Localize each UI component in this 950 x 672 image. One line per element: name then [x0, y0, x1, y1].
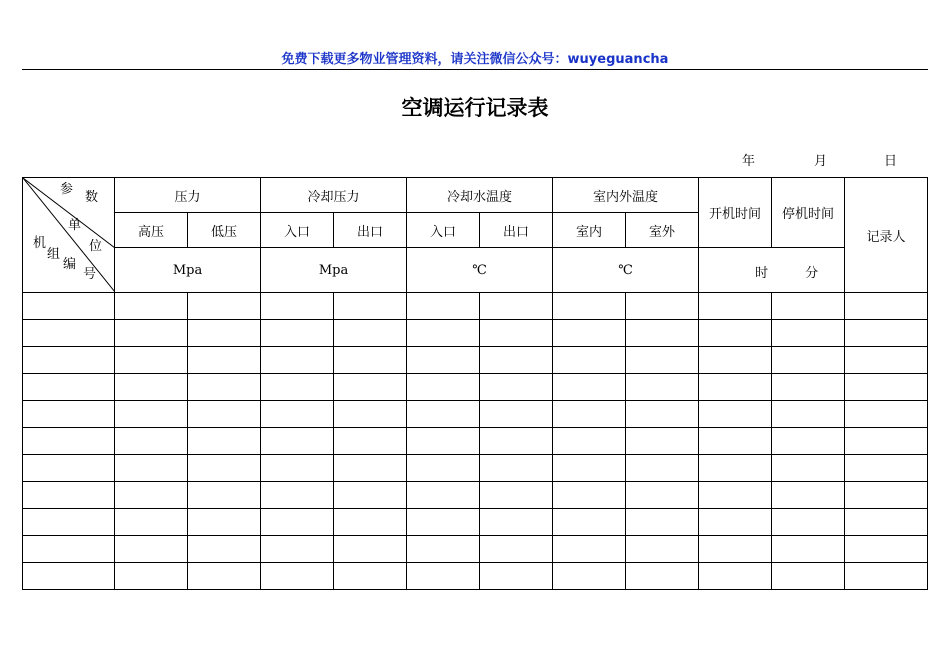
record-cell[interactable] — [188, 455, 261, 482]
table-row — [23, 401, 928, 428]
table-row — [23, 293, 928, 320]
indoor-outdoor-temp-unit: ℃ — [553, 248, 699, 293]
record-cell[interactable] — [188, 509, 261, 536]
table-row — [23, 320, 928, 347]
record-cell[interactable] — [845, 509, 928, 536]
record-cell[interactable] — [626, 563, 699, 590]
record-cell[interactable] — [553, 347, 626, 374]
unit-number-cell[interactable] — [23, 320, 115, 347]
record-cell[interactable] — [699, 482, 772, 509]
record-cell[interactable] — [407, 509, 480, 536]
pressure-header: 压力 — [115, 178, 261, 213]
time-unit-hour: 时 — [755, 266, 769, 281]
record-cell[interactable] — [261, 536, 334, 563]
date-day-label: 日 — [884, 154, 898, 169]
record-cell[interactable] — [480, 320, 553, 347]
record-cell[interactable] — [553, 401, 626, 428]
record-cell[interactable] — [188, 347, 261, 374]
record-cell[interactable] — [334, 293, 407, 320]
record-cell[interactable] — [115, 509, 188, 536]
record-cell[interactable] — [480, 563, 553, 590]
record-cell[interactable] — [480, 401, 553, 428]
record-cell[interactable] — [261, 509, 334, 536]
corner-unit-no-char-2: 组 — [47, 247, 61, 262]
table-row — [23, 482, 928, 509]
record-cell[interactable] — [334, 455, 407, 482]
record-cell[interactable] — [626, 428, 699, 455]
record-cell[interactable] — [261, 401, 334, 428]
cooling-pressure-unit: Mpa — [261, 248, 407, 293]
indoor-outdoor-temp-header: 室内外温度 — [553, 178, 699, 213]
table-row — [23, 428, 928, 455]
record-cell[interactable] — [115, 428, 188, 455]
record-cell[interactable] — [261, 374, 334, 401]
cooling-water-temp-header: 冷却水温度 — [407, 178, 553, 213]
record-cell[interactable] — [188, 563, 261, 590]
record-cell[interactable] — [553, 428, 626, 455]
unit-number-cell[interactable] — [23, 482, 115, 509]
cooling-pressure-inlet-header: 入口 — [261, 213, 334, 248]
record-cell[interactable] — [334, 320, 407, 347]
corner-unit-no-char-4: 号 — [83, 267, 97, 282]
record-cell[interactable] — [699, 509, 772, 536]
record-cell[interactable] — [407, 563, 480, 590]
record-cell[interactable] — [845, 482, 928, 509]
record-cell[interactable] — [407, 293, 480, 320]
record-cell[interactable] — [261, 428, 334, 455]
record-cell[interactable] — [480, 482, 553, 509]
record-cell[interactable] — [772, 374, 845, 401]
record-cell[interactable] — [699, 401, 772, 428]
record-cell[interactable] — [699, 374, 772, 401]
record-cell[interactable] — [115, 320, 188, 347]
record-cell[interactable] — [407, 347, 480, 374]
table-row — [23, 455, 928, 482]
outdoor-header: 室外 — [626, 213, 699, 248]
table-row — [23, 563, 928, 590]
record-cell[interactable] — [115, 347, 188, 374]
corner-param-char-2: 数 — [85, 190, 99, 205]
record-cell[interactable] — [334, 563, 407, 590]
record-cell[interactable] — [626, 374, 699, 401]
unit-number-cell[interactable] — [23, 455, 115, 482]
record-cell[interactable] — [115, 455, 188, 482]
cooling-pressure-header: 冷却压力 — [261, 178, 407, 213]
record-cell[interactable] — [626, 320, 699, 347]
time-unit-minute: 分 — [805, 266, 819, 281]
cooling-water-inlet-header: 入口 — [407, 213, 480, 248]
record-cell[interactable] — [626, 536, 699, 563]
record-cell[interactable] — [480, 428, 553, 455]
start-time-header: 开机时间 — [699, 178, 772, 248]
record-cell[interactable] — [334, 401, 407, 428]
record-cell[interactable] — [626, 401, 699, 428]
record-cell[interactable] — [772, 347, 845, 374]
record-cell[interactable] — [407, 455, 480, 482]
record-cell[interactable] — [845, 455, 928, 482]
record-cell[interactable] — [699, 293, 772, 320]
record-cell[interactable] — [553, 482, 626, 509]
table-row — [23, 509, 928, 536]
record-cell[interactable] — [699, 320, 772, 347]
record-cell[interactable] — [334, 536, 407, 563]
record-cell[interactable] — [845, 401, 928, 428]
unit-number-cell[interactable] — [23, 536, 115, 563]
unit-number-cell[interactable] — [23, 428, 115, 455]
record-cell[interactable] — [772, 428, 845, 455]
record-cell[interactable] — [772, 401, 845, 428]
record-cell[interactable] — [261, 455, 334, 482]
record-cell[interactable] — [699, 536, 772, 563]
record-cell[interactable] — [115, 293, 188, 320]
record-cell[interactable] — [115, 536, 188, 563]
record-cell[interactable] — [261, 347, 334, 374]
record-cell[interactable] — [626, 293, 699, 320]
record-cell[interactable] — [334, 482, 407, 509]
record-cell[interactable] — [699, 428, 772, 455]
recorder-header: 记录人 — [845, 178, 928, 293]
unit-number-cell[interactable] — [23, 563, 115, 590]
record-cell[interactable] — [407, 374, 480, 401]
record-cell[interactable] — [626, 455, 699, 482]
record-cell[interactable] — [188, 293, 261, 320]
record-cell[interactable] — [553, 374, 626, 401]
cooling-water-temp-unit: ℃ — [407, 248, 553, 293]
indoor-header: 室内 — [553, 213, 626, 248]
unit-number-cell[interactable] — [23, 347, 115, 374]
unit-number-cell[interactable] — [23, 374, 115, 401]
record-cell[interactable] — [772, 536, 845, 563]
record-cell[interactable] — [480, 347, 553, 374]
record-cell[interactable] — [626, 509, 699, 536]
header-divider — [22, 69, 928, 70]
date-year-label: 年 — [742, 154, 756, 169]
record-cell[interactable] — [626, 482, 699, 509]
record-cell[interactable] — [407, 482, 480, 509]
record-cell[interactable] — [845, 428, 928, 455]
record-cell[interactable] — [553, 293, 626, 320]
record-cell[interactable] — [188, 428, 261, 455]
record-cell[interactable] — [188, 320, 261, 347]
record-table — [22, 177, 928, 590]
unit-number-cell[interactable] — [23, 401, 115, 428]
record-cell[interactable] — [845, 536, 928, 563]
record-cell[interactable] — [845, 374, 928, 401]
record-cell[interactable] — [188, 536, 261, 563]
record-cell[interactable] — [334, 374, 407, 401]
corner-unit-no-char-3: 编 — [63, 257, 77, 272]
record-cell[interactable] — [188, 374, 261, 401]
date-month-label: 月 — [814, 154, 828, 169]
record-cell[interactable] — [407, 401, 480, 428]
record-cell[interactable] — [480, 293, 553, 320]
record-cell[interactable] — [845, 563, 928, 590]
record-cell[interactable] — [699, 347, 772, 374]
record-cell[interactable] — [188, 401, 261, 428]
header-note: 免费下载更多物业管理资料，请关注微信公众号：wuyeguancha — [281, 52, 669, 67]
page-title: 空调运行记录表 — [401, 96, 549, 120]
table-row — [23, 536, 928, 563]
high-pressure-header: 高压 — [115, 213, 188, 248]
record-cell[interactable] — [480, 536, 553, 563]
record-cell[interactable] — [334, 347, 407, 374]
pressure-unit: Mpa — [115, 248, 261, 293]
cooling-water-outlet-header: 出口 — [480, 213, 553, 248]
record-cell[interactable] — [261, 293, 334, 320]
table-row — [23, 347, 928, 374]
record-cell[interactable] — [334, 428, 407, 455]
unit-number-cell[interactable] — [23, 509, 115, 536]
record-cell[interactable] — [407, 320, 480, 347]
record-cell[interactable] — [115, 563, 188, 590]
record-cell[interactable] — [188, 482, 261, 509]
stop-time-header: 停机时间 — [772, 178, 845, 248]
corner-unit-char-1: 单 — [68, 218, 82, 233]
record-cell[interactable] — [772, 563, 845, 590]
record-cell[interactable] — [626, 347, 699, 374]
time-unit — [699, 248, 845, 293]
corner-header-cell — [23, 178, 115, 293]
record-cell[interactable] — [845, 347, 928, 374]
low-pressure-header: 低压 — [188, 213, 261, 248]
record-cell[interactable] — [845, 320, 928, 347]
record-cell[interactable] — [699, 455, 772, 482]
unit-number-cell[interactable] — [23, 293, 115, 320]
record-cell[interactable] — [480, 509, 553, 536]
record-cell[interactable] — [772, 455, 845, 482]
record-cell[interactable] — [261, 482, 334, 509]
record-cell[interactable] — [115, 374, 188, 401]
record-cell[interactable] — [553, 455, 626, 482]
record-cell[interactable] — [699, 563, 772, 590]
record-cell[interactable] — [772, 293, 845, 320]
record-cell[interactable] — [261, 320, 334, 347]
record-cell[interactable] — [845, 293, 928, 320]
table-row — [23, 374, 928, 401]
record-cell[interactable] — [772, 320, 845, 347]
corner-unit-char-2: 位 — [89, 239, 103, 254]
record-cell[interactable] — [334, 509, 407, 536]
record-cell[interactable] — [480, 374, 553, 401]
corner-unit-no-char-1: 机 — [33, 236, 47, 251]
record-cell[interactable] — [772, 482, 845, 509]
cooling-pressure-outlet-header: 出口 — [334, 213, 407, 248]
record-cell[interactable] — [115, 401, 188, 428]
record-cell[interactable] — [261, 563, 334, 590]
record-cell[interactable] — [553, 320, 626, 347]
record-cell[interactable] — [772, 509, 845, 536]
record-cell[interactable] — [115, 482, 188, 509]
record-cell[interactable] — [553, 509, 626, 536]
record-cell[interactable] — [407, 536, 480, 563]
corner-param-char-1: 参 — [60, 182, 74, 197]
record-cell[interactable] — [553, 536, 626, 563]
record-cell[interactable] — [480, 455, 553, 482]
record-cell[interactable] — [553, 563, 626, 590]
record-cell[interactable] — [407, 428, 480, 455]
